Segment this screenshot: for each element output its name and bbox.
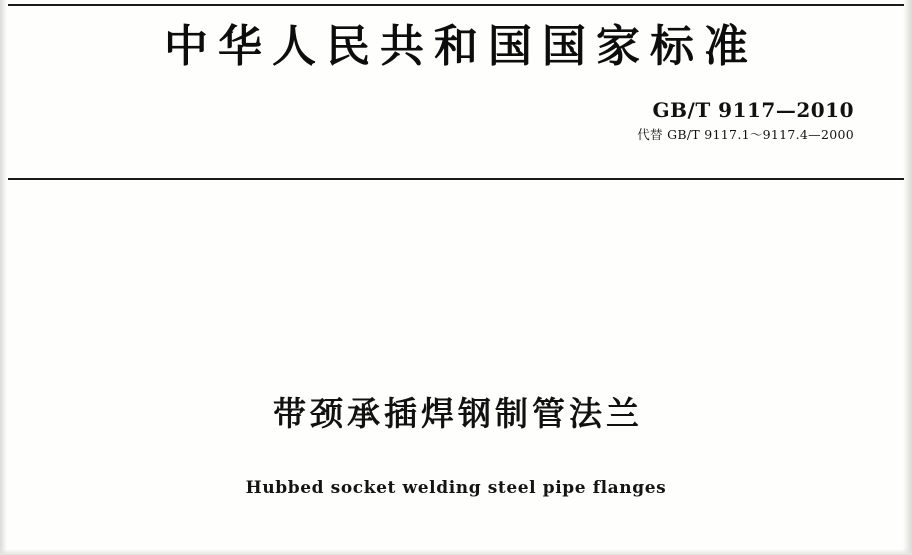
document-title-english: Hubbed socket welding steel pipe flanges [245, 478, 667, 498]
standard-identifier-block [637, 98, 854, 145]
middle-divider-rule [8, 178, 904, 180]
top-divider-rule [8, 4, 904, 6]
standard-replaces-note: 代替 GB/T 9117.1～9117.4—2000 [637, 127, 854, 142]
page-title: 中华人民共和国国家标准 [164, 21, 758, 72]
scan-edge-bottom [0, 549, 912, 555]
standard-number: GB/T 9117—2010 [652, 98, 854, 122]
scan-edge-right [903, 0, 912, 555]
document-title-chinese: 带颈承插焊钢制管法兰 [273, 394, 643, 433]
scan-edge-left [0, 0, 7, 555]
